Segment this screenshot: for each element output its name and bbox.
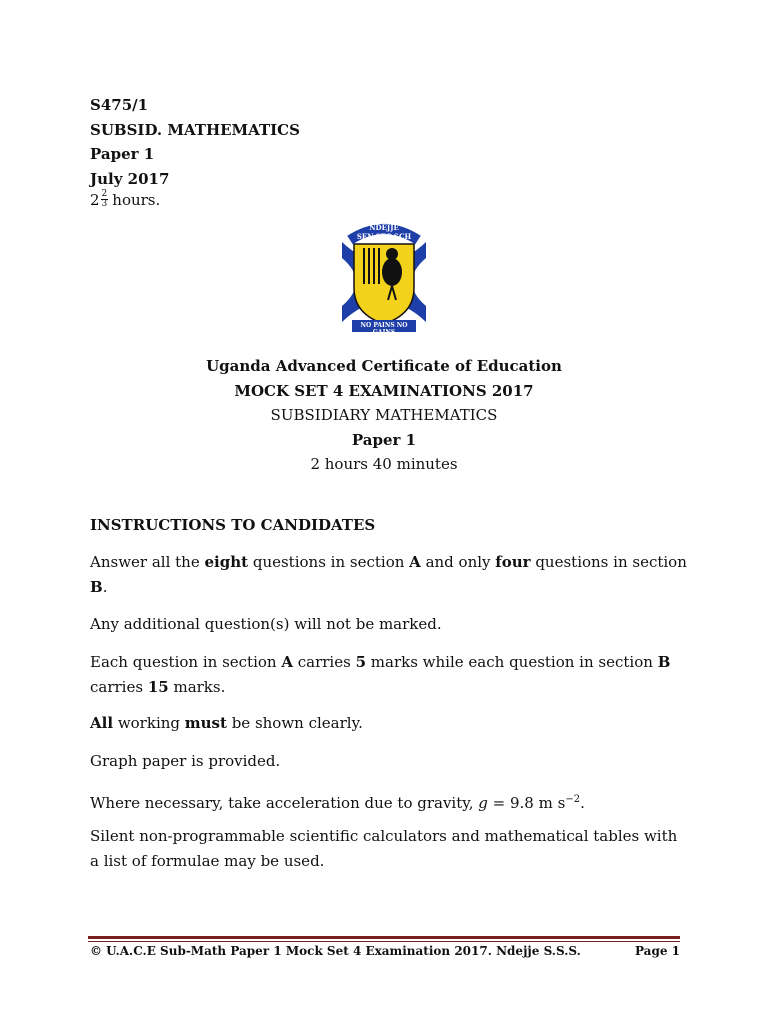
text-run: Answer all the	[90, 553, 205, 571]
text-run-bold: B	[657, 653, 671, 671]
text-run-bold: A	[409, 553, 421, 571]
text-run: questions in section	[530, 553, 687, 571]
text-run: .	[580, 794, 585, 812]
title-paper: Paper 1	[351, 431, 417, 449]
instruction-graph-paper: Graph paper is provided.	[90, 752, 281, 770]
subject-short: SUBSID. MATHEMATICS	[90, 121, 300, 139]
text-run: marks.	[168, 678, 226, 696]
duration	[90, 190, 160, 209]
logo-top-text: NDEJJE SEN.SEC.SCH	[356, 223, 412, 241]
fraction-denominator: 3	[101, 199, 108, 209]
text-run-bold: eight	[204, 553, 249, 571]
text-run: working	[113, 714, 185, 732]
gravity-symbol: g	[478, 794, 488, 812]
footer-rule-thin	[88, 941, 680, 942]
instruction-calculators: Silent non-programmable scientific calculators and mathematical tables with a list of formulae may be used.	[90, 827, 678, 870]
duration-unit: hours.	[112, 190, 161, 209]
paper-number: Paper 1	[90, 145, 155, 163]
instructions-heading: INSTRUCTIONS TO CANDIDATES	[90, 516, 376, 534]
text-run-bold: B	[90, 578, 103, 596]
title-duration: 2 hours 40 minutes	[310, 455, 458, 473]
instruction-additional: Any additional question(s) will not be marked.	[90, 615, 442, 633]
title-subject: SUBSIDIARY MATHEMATICS	[270, 406, 498, 424]
exam-date: July 2017	[90, 170, 170, 188]
page-footer	[90, 944, 680, 958]
text-run: carries	[292, 653, 356, 671]
footer-rule-thick	[88, 936, 680, 939]
text-run-bold: 5	[355, 653, 367, 671]
text-run: marks while each question in section	[366, 653, 658, 671]
title-exam-set: MOCK SET 4 EXAMINATIONS 2017	[234, 382, 534, 400]
duration-whole: 2	[90, 190, 100, 209]
text-run: questions in section	[248, 553, 410, 571]
text-run-bold: 15	[147, 678, 169, 696]
instruction-sections	[90, 550, 690, 600]
text-run: Each question in section	[90, 653, 282, 671]
text-run: Where necessary, take acceleration due to gravity,	[90, 794, 479, 812]
duration-fraction	[101, 190, 109, 209]
text-run-bold: A	[281, 653, 293, 671]
logo-motto-text: NO PAINS NO GAINS	[360, 322, 408, 336]
paper-code: S475/1	[90, 96, 149, 114]
text-run: .	[102, 578, 108, 596]
title-certificate: Uganda Advanced Certificate of Education	[206, 357, 562, 375]
footer-page-number: Page 1	[634, 944, 680, 958]
text-run-bold: All	[90, 714, 114, 732]
text-run-bold: must	[184, 714, 227, 732]
instruction-gravity	[90, 787, 690, 816]
text-run: and only	[420, 553, 496, 571]
instruction-marks	[90, 650, 690, 700]
gravity-value: = 9.8 m s	[487, 794, 566, 812]
text-run-bold: four	[495, 553, 531, 571]
instruction-working	[90, 711, 690, 736]
text-run: carries	[90, 678, 148, 696]
footer-copyright: © U.A.C.E Sub-Math Paper 1 Mock Set 4 Examination 2017. Ndejje S.S.S.	[90, 944, 581, 958]
fraction-numerator: 2	[101, 189, 108, 199]
gravity-exponent: −2	[565, 794, 581, 805]
text-run: be shown clearly.	[226, 714, 363, 732]
